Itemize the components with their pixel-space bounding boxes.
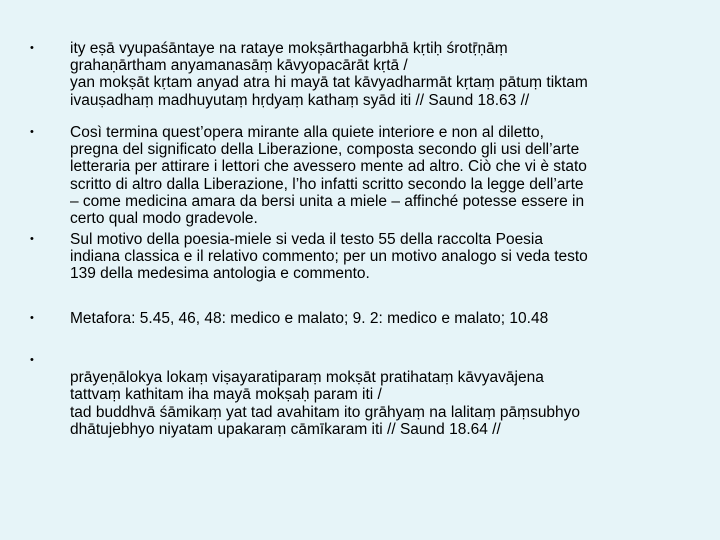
verse-line: ity eṣā vyupaśāntaye na rataye mokṣārthagarbhā kṛtiḥ śrotṝṇāṃ	[70, 40, 508, 57]
bullet-point: •	[30, 312, 34, 324]
bullet-item-saund-18-64	[30, 352, 682, 438]
bullet-point: •	[30, 126, 34, 138]
verse-line: dhātujebhyo niyatam upakaraṃ cāmīkaram iti // Saund 18.64 //	[70, 420, 501, 438]
translation-line: scritto di altro dalla Liberazione, l’ho infatti scritto secondo la legge dell’arte	[70, 175, 584, 193]
verse-line: yan mokṣāt kṛtam anyad atra hi mayā tat kāvyadharmāt kṛtaṃ pātuṃ tiktam	[70, 74, 588, 92]
bullet-point: •	[30, 354, 34, 366]
bullet-item-metafora	[30, 310, 682, 327]
bullet-item-translation	[30, 124, 682, 228]
note-line: indiana classica e il relativo commento; per un motivo analogo si veda testo	[70, 248, 588, 266]
verse-line	[70, 352, 682, 369]
verse-line: prāyeṇālokya lokaṃ viṣayaratiparaṃ mokṣāt pratihataṃ kāvyavājena	[70, 369, 544, 387]
verse-line: grahaṇārtham anyamanasāṃ kāvyopacārāt kṛtā /	[70, 57, 408, 75]
translation-line: – come medicina amara da bersi unita a miele – affinché potesse essere in	[70, 192, 585, 210]
translation-line: Così termina quest’opera mirante alla quiete interiore e non al diletto,	[70, 124, 544, 141]
verse-line: tad buddhvā śāmikaṃ yat tad avahitam ito grāhyaṃ na lalitaṃ pāṃsubhyo	[70, 403, 581, 421]
bullet-item-poesia-miele	[30, 231, 682, 283]
translation-line: pregna del significato della Liberazione, composta secondo gli usi dell’arte	[70, 141, 580, 159]
note-line: 139 della medesima antologia e commento.	[70, 265, 370, 283]
translation-line: certo qual modo gradevole.	[70, 210, 258, 228]
verse-line: tattvaṃ kathitam iha mayā mokṣaḥ param iti /	[70, 386, 382, 404]
bullet-point: •	[30, 42, 34, 54]
note-line: Sul motivo della poesia-miele si veda il testo 55 della raccolta Poesia	[70, 231, 543, 248]
metaphor-line: Metafora: 5.45, 46, 48: medico e malato; 9. 2: medico e malato; 10.48	[70, 310, 549, 327]
verse-line: ivauṣadhaṃ madhuyutaṃ hṛdyaṃ kathaṃ syād iti // Saund 18.63 //	[70, 91, 530, 109]
bullet-item-saund-18-63	[30, 40, 682, 109]
translation-line: letteraria per attirare i lettori che avessero mente ad altro. Ciò che vi è stato	[70, 158, 587, 176]
bullet-point: •	[30, 233, 34, 245]
